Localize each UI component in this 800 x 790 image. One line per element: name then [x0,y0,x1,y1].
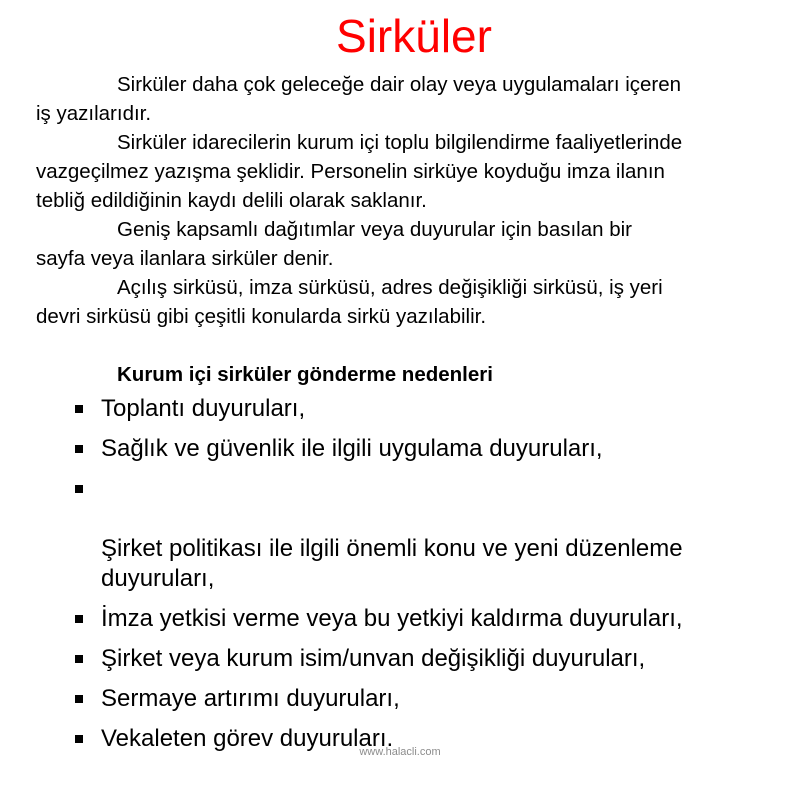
square-bullet-icon [75,405,83,413]
footer-url: www.halacli.com [359,746,441,758]
square-bullet-icon [75,695,83,703]
paragraph-definition: Sirküler daha çok geleceğe dair olay veya uygulamaları içeren iş yazılarıdır. [36,73,682,125]
list-item-text: İmza yetkisi verme veya bu yetkiyi kaldırma duyuruları, [101,605,683,632]
list-item [0,394,800,424]
list-item [0,644,800,674]
list-item [0,434,800,464]
list-item-text: Vekaleten görev duyuruları. [101,725,394,752]
square-bullet-icon [75,615,83,623]
reasons-list [0,394,800,764]
body-paragraphs [36,70,796,331]
square-bullet-icon [75,485,83,493]
square-bullet-icon [75,445,83,453]
square-bullet-icon [75,735,83,743]
list-item [0,684,800,714]
list-item-text: Sermaye artırımı duyuruları, [101,685,400,712]
paragraph-types: Açılış sirküsü, imza sürküsü, adres değişikliği sirküsü, iş yeri devri sirküsü gibi çeşitli konularda sirkü yazılabilir. [36,276,663,328]
paragraph-purpose: Sirküler idarecilerin kurum içi toplu bilgilendirme faaliyetlerinde vazgeçilmez yazışma şeklidir. Personelin sirküye koyduğu imza ilanın tebliğ edildiğinin kaydı delili olarak saklanır. [36,131,683,212]
list-item [0,604,800,634]
paragraph-scope: Geniş kapsamlı dağıtımlar veya duyurular için basılan bir sayfa veya ilanlara sirküler denir. [36,218,633,270]
square-bullet-icon [75,655,83,663]
list-item-text: Sağlık ve güvenlik ile ilgili uygulama duyuruları, [101,435,603,462]
list-item-text: Şirket veya kurum isim/unvan değişikliği duyuruları, [101,645,646,672]
list-item-text: Şirket politikası ile ilgili önemli konu ve yeni düzenleme duyuruları, [101,535,683,592]
list-item-text: Toplantı duyuruları, [101,395,306,422]
list-item [0,474,800,594]
reasons-heading: Kurum içi sirküler gönderme nedenleri [117,363,493,386]
slide-title: Sirküler [336,10,492,62]
